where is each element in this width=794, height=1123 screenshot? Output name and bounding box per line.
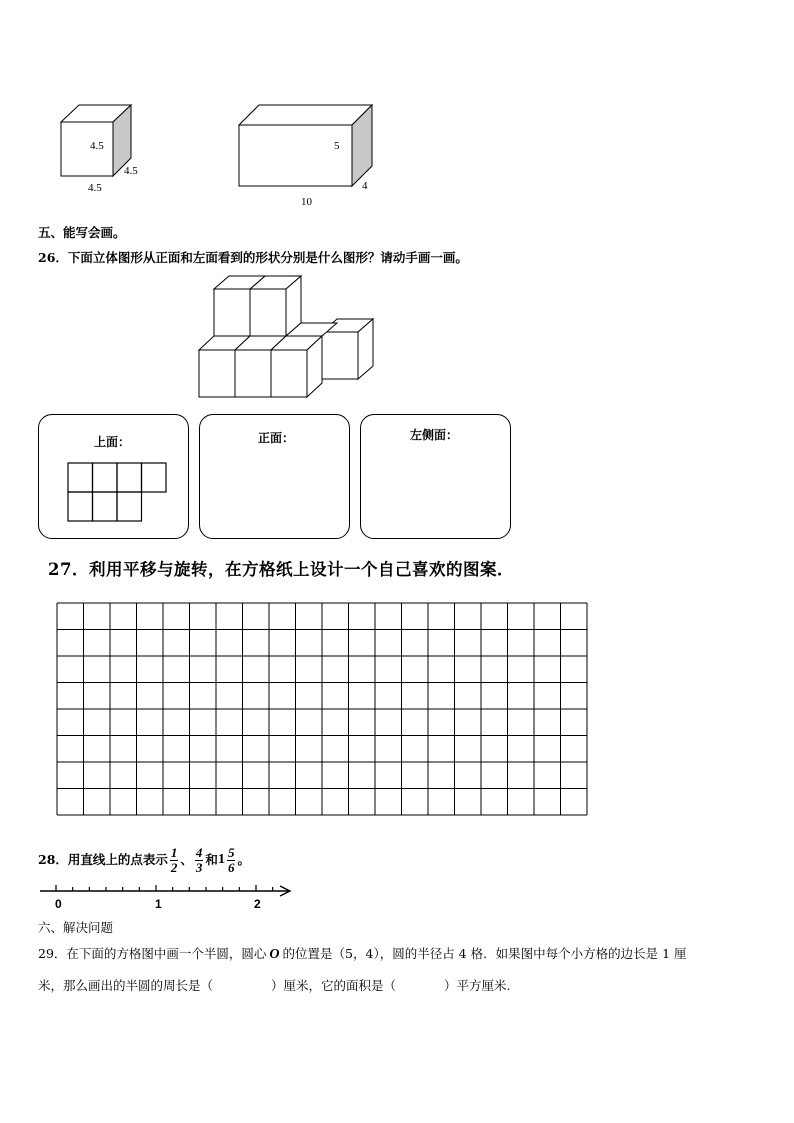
- box-height-label: 5: [334, 140, 340, 152]
- q28-suffix: 。: [237, 851, 250, 867]
- top-view-grid: [67, 462, 169, 524]
- box-depth-label: 4: [362, 180, 368, 192]
- axis-label-2: 2: [254, 897, 261, 911]
- q29-line-1: 29．在下面的方格图中画一个半圆，圆心 O 的位置是（5，4），圆的半径占 4 格．如果图中每个小方格的边长是 1 厘: [38, 946, 687, 962]
- cube-stack-figure: [195, 272, 380, 402]
- top-view-label: 上面：: [94, 435, 131, 449]
- fraction-1-2: $\frac{1}{2}$: [170, 844, 178, 875]
- q27-text: 27．利用平移与旋转，在方格纸上设计一个自己喜欢的图案．: [48, 560, 514, 579]
- section-6-title: 六、解决问题: [38, 920, 114, 935]
- cube-figure: [55, 100, 155, 200]
- cube-front-label: 4.5: [90, 140, 104, 152]
- design-grid[interactable]: [56, 602, 588, 816]
- cube-side-label: 4.5: [124, 165, 138, 177]
- fraction-5-6: $\frac{5}{6}$: [227, 844, 235, 875]
- fraction-4-3: $\frac{4}{3}$: [195, 844, 203, 875]
- cube-bottom-label: 4.5: [88, 182, 102, 194]
- axis-label-1: 1: [155, 897, 162, 911]
- axis-label-0: 0: [55, 897, 62, 911]
- left-view-label: 左侧面：: [410, 428, 459, 442]
- q28-prefix: 28．用直线上的点表示: [38, 851, 168, 867]
- q28-line: [38, 842, 250, 878]
- q29-line-2: 米，那么画出的半圆的周长是（ ）厘米，它的面积是（ ）平方厘米.: [38, 978, 511, 993]
- center-o: O: [269, 947, 280, 962]
- q28-sep2: 和: [205, 851, 218, 867]
- box-length-label: 10: [301, 196, 312, 208]
- front-view-label: 正面：: [258, 431, 295, 445]
- q28-sep1: 、: [180, 851, 193, 867]
- section-5-title: 五、能写会画。: [38, 225, 126, 240]
- number-line[interactable]: [38, 884, 294, 898]
- q26-text: 26．下面立体图形从正面和左面看到的形状分别是什么图形？请动手画一画。: [38, 250, 468, 265]
- mixed-whole: 1: [217, 852, 225, 867]
